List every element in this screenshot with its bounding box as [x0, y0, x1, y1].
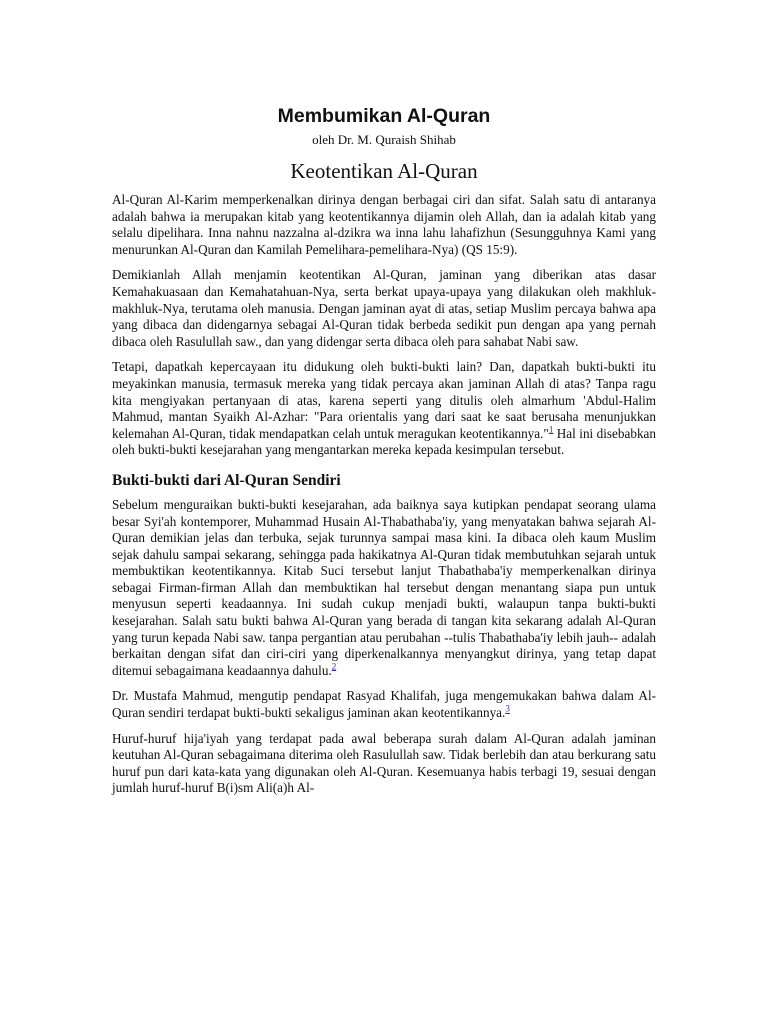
paragraph-text: Sebelum menguraikan bukti-bukti kesejarahan, ada baiknya saya kutipkan pendapat seorang ulama besar Syi'ah kontemporer, Muhammad Husain Al-Thabathaba'iy, yang menyatakan bahwa sejarah Al-Quran demikian jelas dan terbuka, sejak turunnya sampai masa kini. Ia dibaca oleh kaum Muslim sejak dahulu sampai sekarang, sehingga pada hakikatnya Al-Quran tidak membutuhkan sejarah untuk membuktikan keotentikannya. Kitab Suci tersebut lanjut Thabathaba'iy memperkenalkan dirinya sebagai Firman-firman Allah dan membuktikan hal tersebut dengan menantang siapa pun untuk menyusun seperti keadaannya. Ini sudah cukup menjadi bukti, walaupun tanpa bukti-bukti kesejarahan. Salah satu bukti bahwa Al-Quran yang berada di tangan kita sekarang adalah Al-Quran yang turun kepada Nabi saw. tanpa pergantian atau perubahan --tulis Thabathaba'iy lebih jauh-- adalah berkaitan dengan sifat dan ciri-ciri yang diperkenalkannya menyangkut dirinya, yang tetap dapat ditemui sebagaimana keadaannya dahulu. [112, 496, 656, 678]
document-title: Membumikan Al-Quran [277, 105, 491, 127]
paragraph-text: Tetapi, dapatkah kepercayaan itu didukung oleh bukti-bukti lain? Dan, dapatkah bukti-bukti itu meyakinkan manusia, termasuk mereka yang tidak percaya akan jaminan Allah di atas? Tanpa ragu kita mengiyakan pertanyaan di atas, karena seperti yang ditulis oleh almarhum 'Abdul-Halim Mahmud, mantan Syaikh Al-Azhar: "Para orientalis yang dari saat ke saat berusaha menunjukkan kelemahan Al-Quran, tidak mendapatkan celah untuk meragukan keotentikannya." [112, 359, 656, 441]
paragraph-text: Hal ini disebabkan oleh bukti-bukti kesejarahan yang mengantarkan mereka kepada kesimpulan tersebut. [112, 425, 656, 458]
paragraph-text: Dr. Mustafa Mahmud, mengutip pendapat Rasyad Khalifah, juga mengemukakan bahwa dalam Al-Quran sendiri terdapat bukti-bukti sekaligus jaminan akan keotentikannya. [112, 688, 656, 721]
footnote-link-2[interactable]: 2 [331, 661, 337, 672]
paragraph-text: Al-Quran Al-Karim memperkenalkan dirinya dengan berbagai ciri dan sifat. Salah satu di antaranya adalah bahwa ia merupakan kitab yang keotentikannya dijamin oleh Allah, dan ia adalah kitab yang selalu dipelihara. Inna nahnu nazzalna al-dzikra wa inna lahu lahafizhun (Sesungguhnya Kami yang menurunkan Al-Quran dan Kamilah Pemelihara-pemelihara-Nya) (QS 15:9). [112, 192, 656, 257]
paragraph-5 [112, 688, 656, 721]
subheading: Bukti-bukti dari Al-Quran Sendiri [112, 471, 341, 489]
footnote-link-3[interactable]: 3 [505, 703, 510, 714]
paragraph-4 [112, 497, 656, 680]
section-title: Keotentikan Al-Quran [290, 159, 478, 183]
footnote-link-1[interactable]: 1 [548, 424, 554, 435]
paragraph-2 [112, 267, 656, 350]
document-content [112, 104, 656, 806]
paragraph-1 [112, 192, 656, 258]
paragraph-text: Demikianlah Allah menjamin keotentikan Al-Quran, jaminan yang diberikan atas dasar Kemahakuasaan dan Kemahatahuan-Nya, serta berkat upaya-upaya yang dilakukan oleh makhluk-makhluk-Nya, terutama oleh manusia. Dengan jaminan ayat di atas, setiap Muslim percaya bahwa apa yang dibaca dan didengarnya sebagai Al-Quran tidak berbeda sedikit pun dengan apa yang pernah dibaca oleh Rasulullah saw., dan yang didengar serta dibaca oleh para sahabat Nabi saw. [112, 267, 656, 349]
paragraph-text: Huruf-huruf hija'iyah yang terdapat pada awal beberapa surah dalam Al-Quran adalah jaminan keutuhan Al-Quran sebagaimana diterima oleh Rasulullah saw. Tidak berlebih dan atau berkurang satu huruf pun dari kata-kata yang digunakan oleh Al-Quran. Kesemuanya habis terbagi 19, sesuai dengan jumlah huruf-huruf B(i)sm Ali(a)h Al- [112, 730, 656, 796]
paragraph-3 [112, 359, 656, 459]
paragraph-6 [112, 731, 656, 797]
author-byline: oleh Dr. M. Quraish Shihab [312, 132, 456, 147]
